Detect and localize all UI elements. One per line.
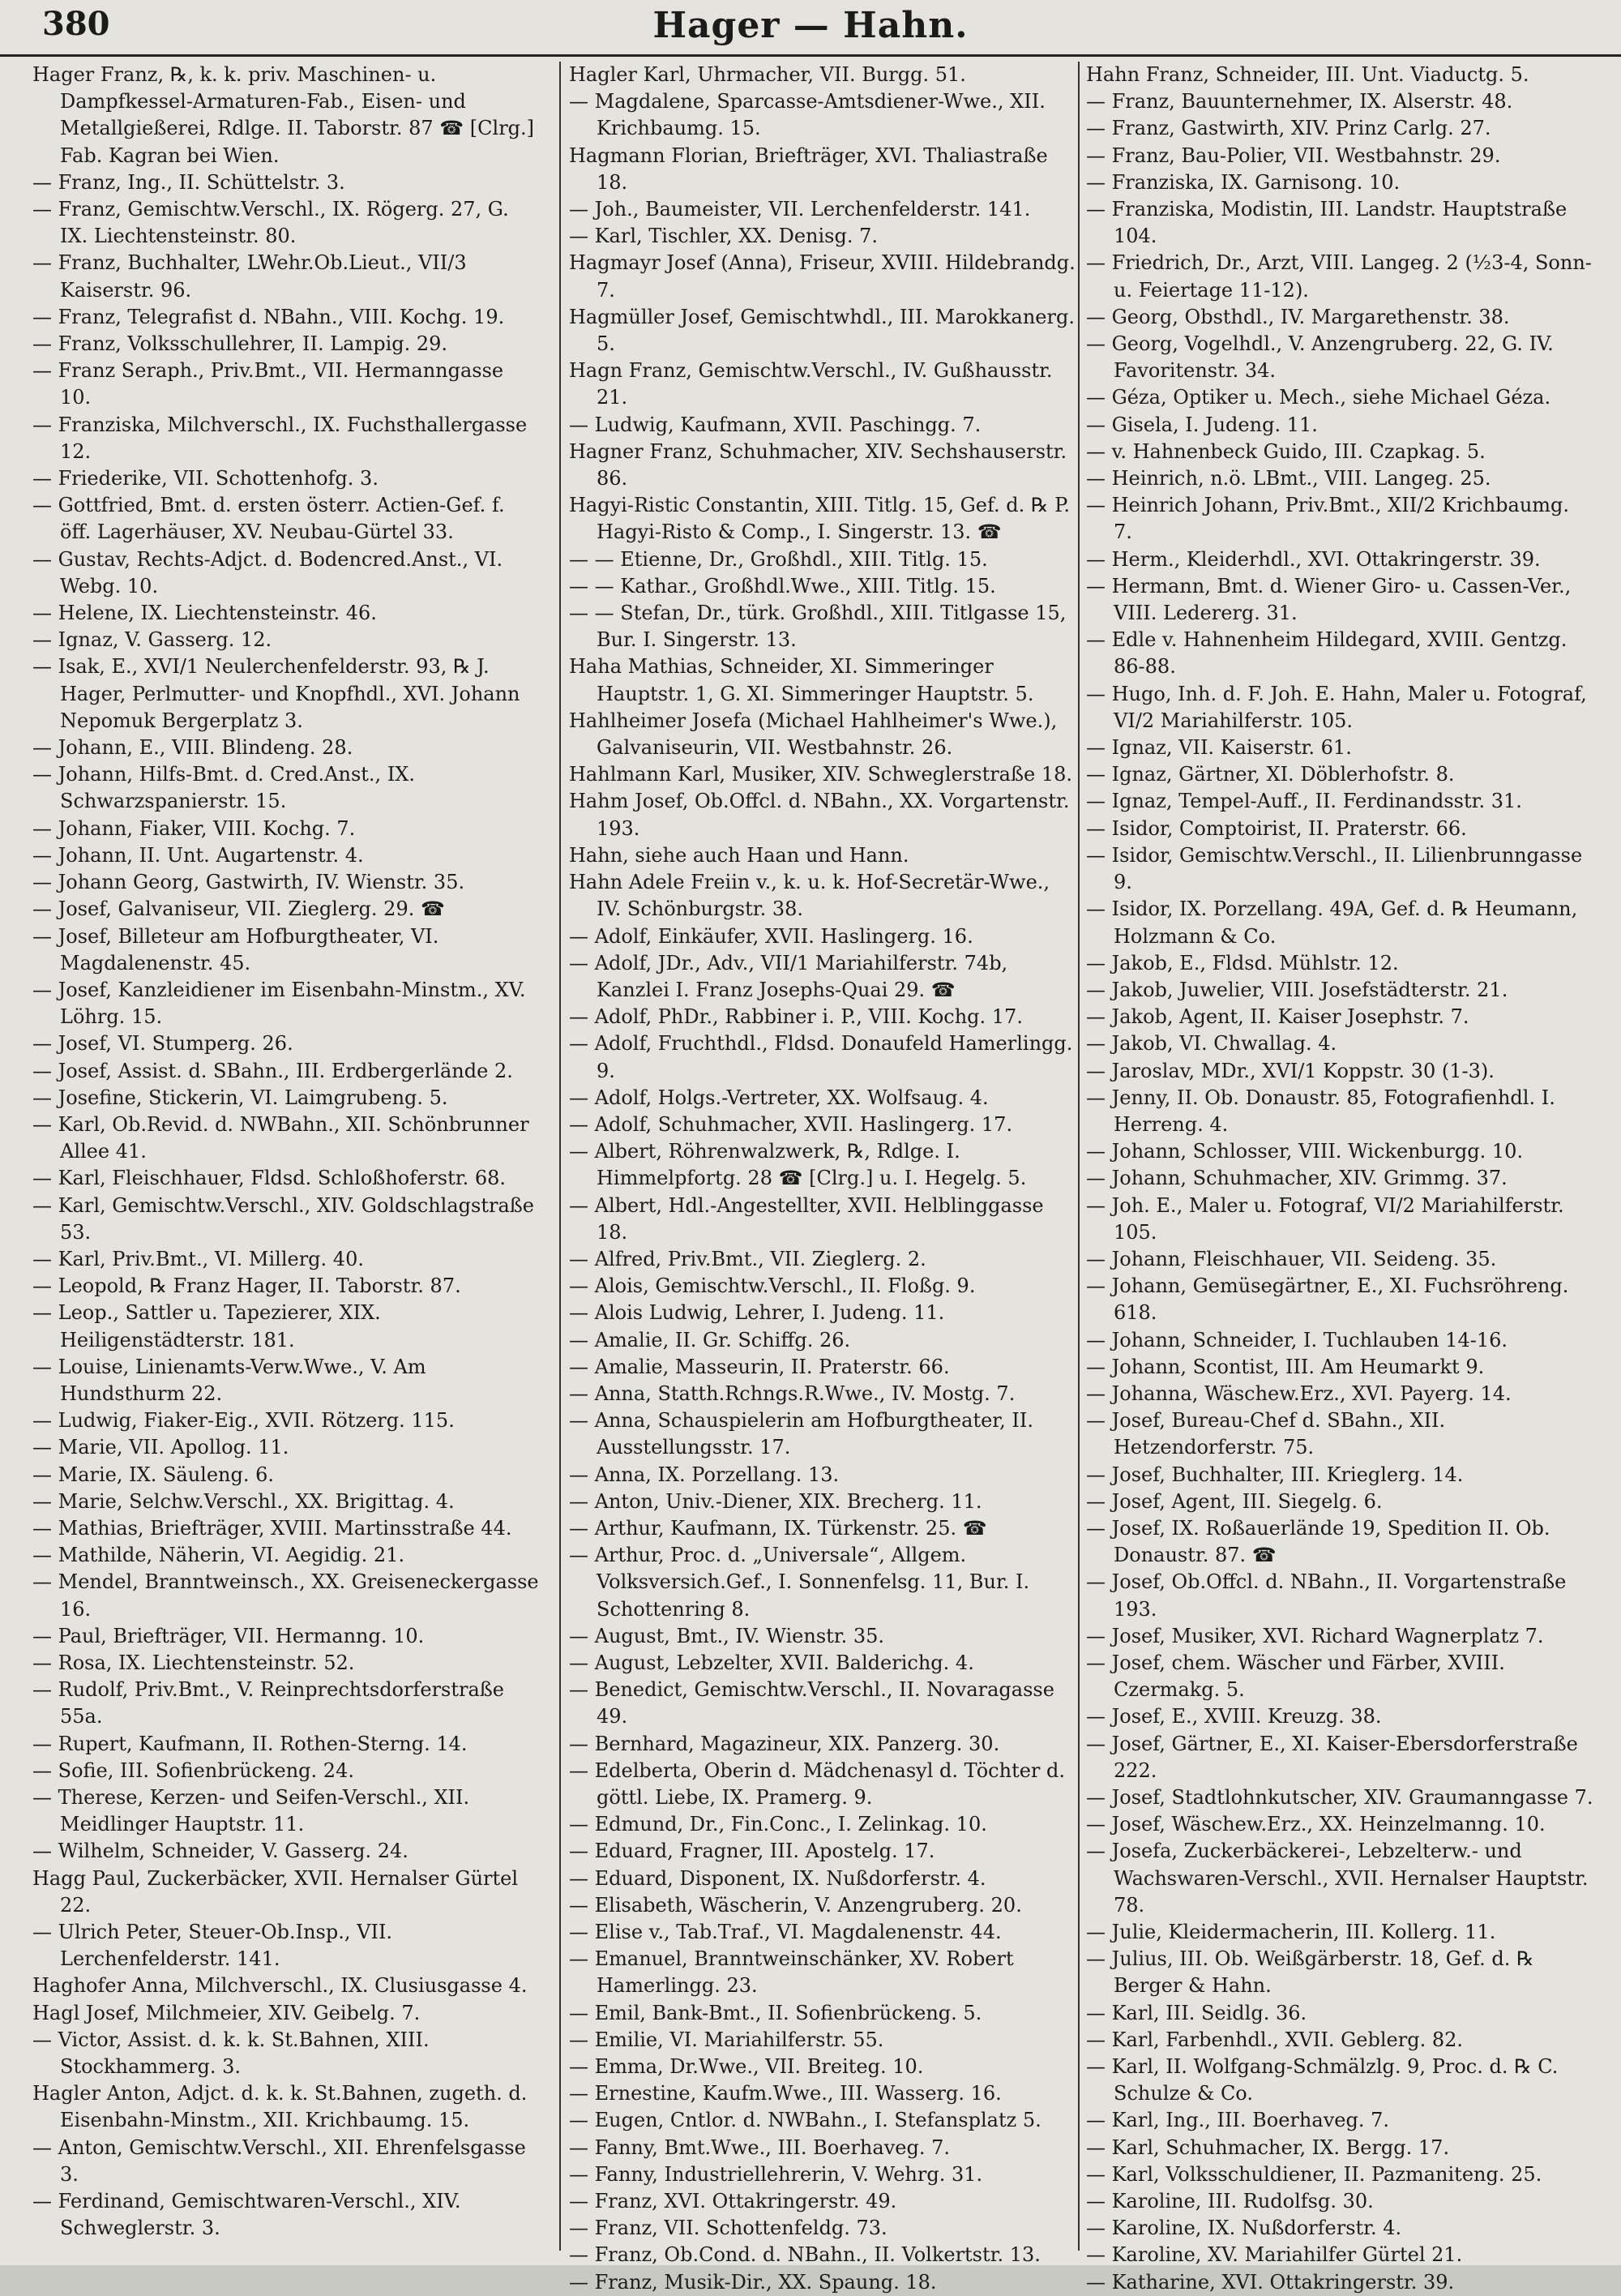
directory-entry: Hagmann Florian, Briefträger, XVI. Thaliastraße 18. (569, 144, 1048, 194)
directory-entry: — Josef, Ob.Offcl. d. NBahn., II. Vorgartenstraße 193. (1086, 1570, 1567, 1621)
directory-entry: — Josef, Kanzleidiener im Eisenbahn-Minstm., XV. Löhrg. 15. (32, 978, 526, 1029)
directory-entry: — Heinrich Johann, Priv.Bmt., XII/2 Krichbaumg. 7. (1086, 494, 1570, 544)
directory-entry: — Josef, Stadtlohnkutscher, XIV. Graumanngasse 7. (1086, 1786, 1593, 1809)
directory-entry: — Josef, Buchhalter, III. Krieglerg. 14. (1086, 1463, 1464, 1486)
directory-entry: — Adolf, JDr., Adv., VII/1 Mariahilferstr. 74b, Kanzlei I. Franz Josephs-Quai 29. ☎ (569, 951, 1008, 1001)
directory-entry: — Friedrich, Dr., Arzt, VIII. Langeg. 2 (½3-4, Sonn- u. Feiertage 11-12). (1086, 251, 1592, 302)
directory-entry: — Johann, Scontist, III. Am Heumarkt 9. (1086, 1355, 1485, 1378)
directory-entry: — Edelberta, Oberin d. Mädchenasyl d. Töchter d. göttl. Liebe, IX. Pramerg. 9. (569, 1758, 1066, 1809)
directory-entry: — Elisabeth, Wäscherin, V. Anzengruberg. 20. (569, 1893, 1022, 1917)
directory-entry: — v. Hahnenbeck Guido, III. Czapkag. 5. (1086, 439, 1486, 463)
directory-entry: — Magdalene, Sparcasse-Amtsdiener-Wwe., XII. Krichbaumg. 15. (569, 90, 1046, 140)
directory-entry: — Johann, Gemüsegärtner, E., XI. Fuchsröhreng. 618. (1086, 1274, 1569, 1325)
directory-entry: — Johann, Hilfs-Bmt. d. Cred.Anst., IX. Schwarzspanierstr. 15. (32, 763, 416, 813)
directory-entry: — Victor, Assist. d. k. k. St.Bahnen, XIII. Stockhammerg. 3. (32, 2028, 430, 2079)
directory-entry: — Karoline, III. Rudolfsg. 30. (1086, 2190, 1374, 2213)
directory-entry: — Edle v. Hahnenheim Hildegard, XVIII. Gentzg. 86-88. (1086, 628, 1568, 679)
directory-entry: Hager Franz, ℞, k. k. priv. Maschinen- u. Dampfkessel-Armaturen-Fab., Eisen- und Metallgießerei, Rdlge. II. Taborstr. 87 ☎ [Clrg.] Fab. Kagran bei Wien. (32, 63, 535, 167)
column-rule (1078, 62, 1080, 2251)
directory-entry: — Amalie, Masseurin, II. Praterstr. 66. (569, 1355, 950, 1378)
directory-entry: — Gisela, I. Judeng. 11. (1086, 413, 1318, 436)
directory-entry: — Franz Seraph., Priv.Bmt., VII. Hermanngasse 10. (32, 359, 504, 409)
directory-column-1 (32, 62, 540, 2251)
directory-column-2 (569, 62, 1076, 2294)
directory-entry: — Sofie, III. Sofienbrückeng. 24. (32, 1758, 354, 1782)
page-header (0, 0, 1621, 57)
directory-entry: — Fanny, Bmt.Wwe., III. Boerhaveg. 7. (569, 2135, 950, 2159)
directory-entry: Haghofer Anna, Milchverschl., IX. Clusiusgasse 4. (32, 1974, 528, 1998)
directory-entry: — Eugen, Cntlor. d. NWBahn., I. Stefansplatz 5. (569, 2109, 1041, 2132)
directory-entry: — Franziska, Modistin, III. Landstr. Hauptstraße 104. (1086, 198, 1568, 248)
directory-entry: — Franz, Telegrafist d. NBahn., VIII. Kochg. 19. (32, 305, 505, 328)
directory-entry: — Rosa, IX. Liechtensteinstr. 52. (32, 1651, 355, 1674)
directory-entry: — Adolf, Fruchthdl., Fldsd. Donaufeld Hamerlingg. 9. (569, 1032, 1073, 1082)
directory-entry: Hagyi-Ristic Constantin, XIII. Titlg. 15, Gef. d. ℞ P. Hagyi-Risto & Comp., I. Singerstr. 13. ☎ (569, 494, 1070, 544)
directory-entry: — Karl, Farbenhdl., XVII. Geblerg. 82. (1086, 2028, 1463, 2051)
directory-entry: — Adolf, Einkäufer, XVII. Haslingerg. 16. (569, 924, 973, 948)
directory-entry: Hagg Paul, Zuckerbäcker, XVII. Hernalser Gürtel 22. (32, 1866, 519, 1917)
directory-entry: — Josef, E., XVIII. Kreuzg. 38. (1086, 1705, 1382, 1728)
directory-entry: — Anton, Univ.-Diener, XIX. Brecherg. 11. (569, 1489, 982, 1513)
directory-entry: Hahlheimer Josefa (Michael Hahlheimer's Wwe.), Galvaniseurin, VII. Westbahnstr. 26. (569, 709, 1058, 760)
directory-entry: — Edmund, Dr., Fin.Conc., I. Zelinkag. 10. (569, 1813, 987, 1836)
directory-entry: — Isidor, Comptoirist, II. Praterstr. 66. (1086, 816, 1467, 840)
directory-entry: — Josef, VI. Stumperg. 26. (32, 1032, 293, 1056)
directory-entry: — Josef, Bureau-Chef d. SBahn., XII. Hetzendorferstr. 75. (1086, 1409, 1446, 1459)
directory-entry: — Johann, Fleischhauer, VII. Seideng. 35. (1086, 1247, 1497, 1270)
directory-entry: Hahn Adele Freiin v., k. u. k. Hof-Secretär-Wwe., IV. Schönburgstr. 38. (569, 871, 1050, 921)
directory-entry: — Karl, Tischler, XX. Denisg. 7. (569, 225, 878, 248)
directory-entry: — Emil, Bank-Bmt., II. Sofienbrückeng. 5. (569, 2001, 982, 2024)
directory-entry: — Johann, II. Unt. Augartenstr. 4. (32, 843, 364, 867)
directory-entry: — Josef, Musiker, XVI. Richard Wagnerplatz 7. (1086, 1624, 1544, 1647)
directory-entry: — Joh., Baumeister, VII. Lerchenfelderstr. 141. (569, 198, 1031, 221)
directory-entry: — Fanny, Industriellehrerin, V. Wehrg. 31. (569, 2162, 983, 2186)
directory-entry: — Anton, Gemischtw.Verschl., XII. Ehrenfelsgasse 3. (32, 2135, 526, 2186)
directory-entry: Hagl Josef, Milchmeier, XIV. Geibelg. 7. (32, 2001, 421, 2024)
directory-entry: — Heinrich, n.ö. LBmt., VIII. Langeg. 25. (1086, 467, 1491, 490)
directory-entry: — Franz, Bau-Polier, VII. Westbahnstr. 29. (1086, 144, 1501, 167)
directory-entry: — Adolf, Holgs.-Vertreter, XX. Wolfsaug. 4. (569, 1086, 989, 1109)
directory-entry: — Johann Georg, Gastwirth, IV. Wienstr. 35. (32, 871, 465, 894)
directory-entry: Hagler Karl, Uhrmacher, VII. Burgg. 51. (569, 63, 966, 86)
directory-entry: — Jakob, VI. Chwallag. 4. (1086, 1032, 1337, 1056)
directory-entry: — Karl, Ing., III. Boerhaveg. 7. (1086, 2109, 1389, 2132)
directory-entry: — Elise v., Tab.Traf., VI. Magdalenenstr. 44. (569, 1921, 1002, 1944)
directory-entry: Hagler Anton, Adjct. d. k. k. St.Bahnen, zugeth. d. Eisenbahn-Minstm., XII. Krichbaumg. 15. (32, 2082, 528, 2132)
column-rule (559, 62, 561, 2251)
directory-entry: — Karl, Ob.Revid. d. NWBahn., XII. Schönbrunner Allee 41. (32, 1112, 529, 1163)
directory-entry: — Karl, II. Wolfgang-Schmälzlg. 9, Proc. d. ℞ C. Schulze & Co. (1086, 2055, 1559, 2105)
directory-entry: — Ferdinand, Gemischtwaren-Verschl., XIV. Schweglerstr. 3. (32, 2190, 461, 2240)
directory-entry: — Mathilde, Näherin, VI. Aegidig. 21. (32, 1544, 405, 1567)
directory-entry: — Isak, E., XVI/1 Neulerchenfelderstr. 93, ℞ J. Hager, Perlmutter- und Knopfhdl., XVI. Johann Nepomuk Bergerplatz 3. (32, 655, 520, 732)
directory-entry: — Franz, Musik-Dir., XX. Spaung. 18. (569, 2270, 937, 2294)
directory-entry: — Adolf, PhDr., Rabbiner i. P., VIII. Kochg. 17. (569, 1005, 1023, 1029)
directory-entry: — Franz, Volksschullehrer, II. Lampig. 29. (32, 332, 448, 356)
running-head: Hager — Hahn. (652, 5, 969, 46)
directory-entry: — Rupert, Kaufmann, II. Rothen-Sterng. 14. (32, 1732, 468, 1755)
directory-columns (0, 62, 1621, 2294)
directory-entry: — Alois Ludwig, Lehrer, I. Judeng. 11. (569, 1301, 945, 1325)
directory-entry: — Jaroslav, MDr., XVI/1 Koppstr. 30 (1-3). (1086, 1059, 1495, 1082)
directory-entry: — Josef, Galvaniseur, VII. Zieglerg. 29. ☎ (32, 897, 445, 921)
directory-entry: — Jakob, Juwelier, VIII. Josefstädterstr. 21. (1086, 978, 1508, 1001)
directory-entry: — Franz, Ing., II. Schüttelstr. 3. (32, 170, 345, 194)
directory-entry: — Johann, Schuhmacher, XIV. Grimmg. 37. (1086, 1167, 1508, 1190)
directory-entry: — Paul, Briefträger, VII. Hermanng. 10. (32, 1624, 425, 1647)
directory-entry: — Albert, Hdl.-Angestellter, XVII. Helblinggasse 18. (569, 1193, 1044, 1244)
directory-entry: — — Kathar., Großhdl.Wwe., XIII. Titlg. 15. (569, 574, 996, 598)
directory-entry: — Mathias, Briefträger, XVIII. Martinsstraße 44. (32, 1516, 512, 1540)
directory-entry: — Ignaz, Tempel-Auff., II. Ferdinandsstr. 31. (1086, 790, 1522, 813)
directory-entry: — Georg, Obsthdl., IV. Margarethenstr. 38. (1086, 305, 1510, 328)
directory-entry: — Johann, Fiaker, VIII. Kochg. 7. (32, 816, 356, 840)
directory-entry: — Marie, VII. Apollog. 11. (32, 1436, 289, 1459)
directory-entry: — Karl, Gemischtw.Verschl., XIV. Goldschlagstraße 53. (32, 1193, 535, 1244)
directory-entry: — Karl, Volksschuldiener, II. Pazmaniteng. 25. (1086, 2162, 1542, 2186)
directory-entry: — Adolf, Schuhmacher, XVII. Haslingerg. 17. (569, 1112, 1013, 1136)
page-number: 380 (42, 5, 110, 43)
directory-entry: — Josefa, Zuckerbäckerei-, Lebzelterw.- und Wachswaren-Verschl., XVII. Hernalser Hauptstr. 78. (1086, 1840, 1589, 1917)
directory-entry: Hahn Franz, Schneider, III. Unt. Viaductg. 5. (1086, 63, 1529, 86)
directory-entry: — Franz, XVI. Ottakringerstr. 49. (569, 2190, 897, 2213)
directory-entry: — Bernhard, Magazineur, XIX. Panzerg. 30. (569, 1732, 1000, 1755)
directory-entry: — — Stefan, Dr., türk. Großhdl., XIII. Titlgasse 15, Bur. I. Singerstr. 13. (569, 602, 1067, 652)
directory-entry: Hahn, siehe auch Haan und Hann. (569, 843, 909, 867)
directory-entry: — Georg, Vogelhdl., V. Anzengruberg. 22, G. IV. Favoritenstr. 34. (1086, 332, 1554, 383)
directory-entry: — Albert, Röhrenwalzwerk, ℞, Rdlge. I. Himmelpfortg. 28 ☎ [Clrg.] u. I. Hegelg. 5. (569, 1140, 1027, 1190)
directory-entry: — Ludwig, Fiaker-Eig., XVII. Rötzerg. 115. (32, 1409, 455, 1433)
directory-entry: — — Etienne, Dr., Großhdl., XIII. Titlg. 15. (569, 547, 988, 571)
directory-entry: — Arthur, Proc. d. „Universale“, Allgem. Volksversich.Gef., I. Sonnenfelsg. 11, Bur. I. Schottenring 8. (569, 1544, 1030, 1621)
directory-entry: — Isidor, Gemischtw.Verschl., II. Lilienbrunngasse 9. (1086, 843, 1583, 894)
directory-entry: — Isidor, IX. Porzellang. 49A, Gef. d. ℞ Heumann, Holzmann & Co. (1086, 897, 1578, 948)
directory-entry: Hagner Franz, Schuhmacher, XIV. Sechshauserstr. 86. (569, 439, 1067, 490)
directory-entry: Hagmüller Josef, Gemischtwhdl., III. Marokkanerg. 5. (569, 305, 1075, 356)
directory-entry: — August, Bmt., IV. Wienstr. 35. (569, 1624, 885, 1647)
directory-entry: — Karl, Priv.Bmt., VI. Millerg. 40. (32, 1247, 364, 1270)
directory-entry: — Eduard, Fragner, III. Apostelg. 17. (569, 1840, 935, 1863)
directory-entry: — Karoline, IX. Nußdorferstr. 4. (1086, 2217, 1402, 2240)
directory-entry: — Friederike, VII. Schottenhofg. 3. (32, 467, 379, 490)
directory-entry: — Jakob, E., Fldsd. Mühlstr. 12. (1086, 951, 1399, 975)
directory-entry: — Ignaz, Gärtner, XI. Döblerhofstr. 8. (1086, 763, 1455, 786)
directory-entry: — Mendel, Branntweinsch., XX. Greiseneckergasse 16. (32, 1570, 539, 1621)
directory-entry: Hahlmann Karl, Musiker, XIV. Schweglerstraße 18. (569, 763, 1073, 786)
directory-entry: — Marie, Selchw.Verschl., XX. Brigittag. 4. (32, 1489, 455, 1513)
directory-entry: — Franz, VII. Schottenfeldg. 73. (569, 2217, 887, 2240)
directory-entry: — Arthur, Kaufmann, IX. Türkenstr. 25. ☎ (569, 1516, 987, 1540)
directory-entry: — Katharine, XVI. Ottakringerstr. 39. (1086, 2270, 1455, 2294)
directory-entry: — Louise, Linienamts-Verw.Wwe., V. Am Hundsthurm 22. (32, 1355, 426, 1405)
directory-entry: — Franz, Gastwirth, XIV. Prinz Carlg. 27. (1086, 117, 1491, 140)
directory-entry: — Johann, Schlosser, VIII. Wickenburgg. 10. (1086, 1140, 1524, 1163)
directory-entry: — Josef, chem. Wäscher und Färber, XVIII. Czermakg. 5. (1086, 1651, 1505, 1702)
directory-entry: — Josef, Wäschew.Erz., XX. Heinzelmanng. 10. (1086, 1813, 1546, 1836)
directory-entry: Hahm Josef, Ob.Offcl. d. NBahn., XX. Vorgartenstr. 193. (569, 790, 1070, 840)
directory-entry: — Franz, Bauunternehmer, IX. Alserstr. 48. (1086, 90, 1513, 114)
directory-entry: — Karl, III. Seidlg. 36. (1086, 2001, 1307, 2024)
directory-entry: — Hugo, Inh. d. F. Joh. E. Hahn, Maler u. Fotograf, VI/2 Mariahilferstr. 105. (1086, 682, 1587, 732)
directory-entry: — Leop., Sattler u. Tapezierer, XIX. Heiligenstädterstr. 181. (32, 1301, 381, 1351)
directory-entry: — Ernestine, Kaufm.Wwe., III. Wasserg. 16. (569, 2082, 1002, 2105)
directory-entry: — Eduard, Disponent, IX. Nußdorferstr. 4. (569, 1866, 986, 1890)
directory-entry: — Josef, Billeteur am Hofburgtheater, VI. Magdalenenstr. 45. (32, 924, 439, 975)
directory-entry: — Franz, Buchhalter, LWehr.Ob.Lieut., VII/3 Kaiserstr. 96. (32, 251, 467, 302)
directory-entry: — Franz, Gemischtw.Verschl., IX. Rögerg. 27, G. IX. Liechtensteinstr. 80. (32, 198, 509, 248)
directory-entry: Hagn Franz, Gemischtw.Verschl., IV. Gußhausstr. 21. (569, 359, 1053, 409)
directory-entry: — August, Lebzelter, XVII. Balderichg. 4. (569, 1651, 974, 1674)
directory-entry: — Julius, III. Ob. Weißgärberstr. 18, Gef. d. ℞ Berger & Hahn. (1086, 1947, 1534, 1998)
directory-entry: — Benedict, Gemischtw.Verschl., II. Novaragasse 49. (569, 1678, 1054, 1728)
directory-entry: — Géza, Optiker u. Mech., siehe Michael Géza. (1086, 386, 1551, 409)
directory-entry: — Josef, Agent, III. Siegelg. 6. (1086, 1489, 1383, 1513)
directory-entry: — Jenny, II. Ob. Donaustr. 85, Fotografienhdl. I. Herreng. 4. (1086, 1086, 1555, 1136)
directory-entry: — Marie, IX. Säuleng. 6. (32, 1463, 275, 1486)
directory-entry: — Emanuel, Branntweinschänker, XV. Robert Hamerlingg. 23. (569, 1947, 1014, 1998)
directory-entry: — Helene, IX. Liechtensteinstr. 46. (32, 602, 377, 625)
directory-entry: — Emma, Dr.Wwe., VII. Breiteg. 10. (569, 2055, 924, 2079)
directory-entry: — Wilhelm, Schneider, V. Gasserg. 24. (32, 1840, 408, 1863)
directory-entry: — Karl, Schuhmacher, IX. Bergg. 17. (1086, 2135, 1450, 2159)
directory-entry: — Rudolf, Priv.Bmt., V. Reinprechtsdorferstraße 55a. (32, 1678, 505, 1728)
directory-entry: — Gustav, Rechts-Adjct. d. Bodencred.Anst., VI. Webg. 10. (32, 547, 503, 598)
directory-entry: — Herm., Kleiderhdl., XVI. Ottakringerstr. 39. (1086, 547, 1541, 571)
directory-entry: — Johanna, Wäschew.Erz., XVI. Payerg. 14. (1086, 1381, 1512, 1405)
directory-entry: — Alfred, Priv.Bmt., VII. Zieglerg. 2. (569, 1247, 926, 1270)
directory-entry: — Johann, Schneider, I. Tuchlauben 14-16. (1086, 1328, 1508, 1351)
directory-entry: — Ignaz, V. Gasserg. 12. (32, 628, 272, 652)
directory-entry: — Leopold, ℞ Franz Hager, II. Taborstr. 87. (32, 1274, 461, 1298)
directory-entry: — Amalie, II. Gr. Schiffg. 26. (569, 1328, 851, 1351)
directory-entry: — Therese, Kerzen- und Seifen-Verschl., XII. Meidlinger Hauptstr. 11. (32, 1786, 470, 1836)
directory-entry: — Johann, E., VIII. Blindeng. 28. (32, 736, 353, 760)
directory-entry: — Anna, Statth.Rchngs.R.Wwe., IV. Mostg. 7. (569, 1381, 1016, 1405)
directory-entry: — Josef, Assist. d. SBahn., III. Erdbergerlände 2. (32, 1059, 513, 1082)
directory-entry: — Ignaz, VII. Kaiserstr. 61. (1086, 736, 1352, 760)
directory-entry: — Joh. E., Maler u. Fotograf, VI/2 Mariahilferstr. 105. (1086, 1193, 1564, 1244)
directory-entry: — Hermann, Bmt. d. Wiener Giro- u. Cassen-Ver., VIII. Ledererg. 31. (1086, 574, 1572, 625)
directory-entry: — Emilie, VI. Mariahilferstr. 55. (569, 2028, 884, 2051)
directory-entry: — Anna, IX. Porzellang. 13. (569, 1463, 840, 1486)
directory-entry: — Ulrich Peter, Steuer-Ob.Insp., VII. Lerchenfelderstr. 141. (32, 1921, 393, 1971)
directory-entry: — Franz, Ob.Cond. d. NBahn., II. Volkertstr. 13. (569, 2243, 1041, 2267)
directory-entry: — Jakob, Agent, II. Kaiser Josephstr. 7. (1086, 1005, 1469, 1029)
directory-entry: Haha Mathias, Schneider, XI. Simmeringer Hauptstr. 1, G. XI. Simmeringer Hauptstr. 5. (569, 655, 1034, 705)
directory-entry: — Karl, Fleischhauer, Fldsd. Schloßhoferstr. 68. (32, 1167, 507, 1190)
directory-entry: — Josefine, Stickerin, VI. Laimgrubeng. 5. (32, 1086, 448, 1109)
directory-column-3 (1086, 62, 1593, 2294)
directory-entry: — Josef, IX. Roßauerlände 19, Spedition II. Ob. Donaustr. 87. ☎ (1086, 1516, 1550, 1567)
directory-entry: — Anna, Schauspielerin am Hofburgtheater, II. Ausstellungsstr. 17. (569, 1409, 1033, 1459)
directory-entry: — Josef, Gärtner, E., XI. Kaiser-Ebersdorferstraße 222. (1086, 1732, 1578, 1782)
directory-entry: — Alois, Gemischtw.Verschl., II. Floßg. 9. (569, 1274, 976, 1298)
directory-entry: — Franziska, IX. Garnisong. 10. (1086, 170, 1401, 194)
directory-entry: Hagmayr Josef (Anna), Friseur, XVIII. Hildebrandg. 7. (569, 251, 1076, 302)
directory-entry: — Julie, Kleidermacherin, III. Kollerg. 11. (1086, 1921, 1496, 1944)
directory-entry: — Gottfried, Bmt. d. ersten österr. Actien-Gef. f. öff. Lagerhäuser, XV. Neubau-Gürtel 33. (32, 494, 505, 544)
directory-entry: — Karoline, XV. Mariahilfer Gürtel 21. (1086, 2243, 1463, 2267)
directory-entry: — Franziska, Milchverschl., IX. Fuchsthallergasse 12. (32, 413, 528, 463)
directory-entry: — Ludwig, Kaufmann, XVII. Paschingg. 7. (569, 413, 982, 436)
